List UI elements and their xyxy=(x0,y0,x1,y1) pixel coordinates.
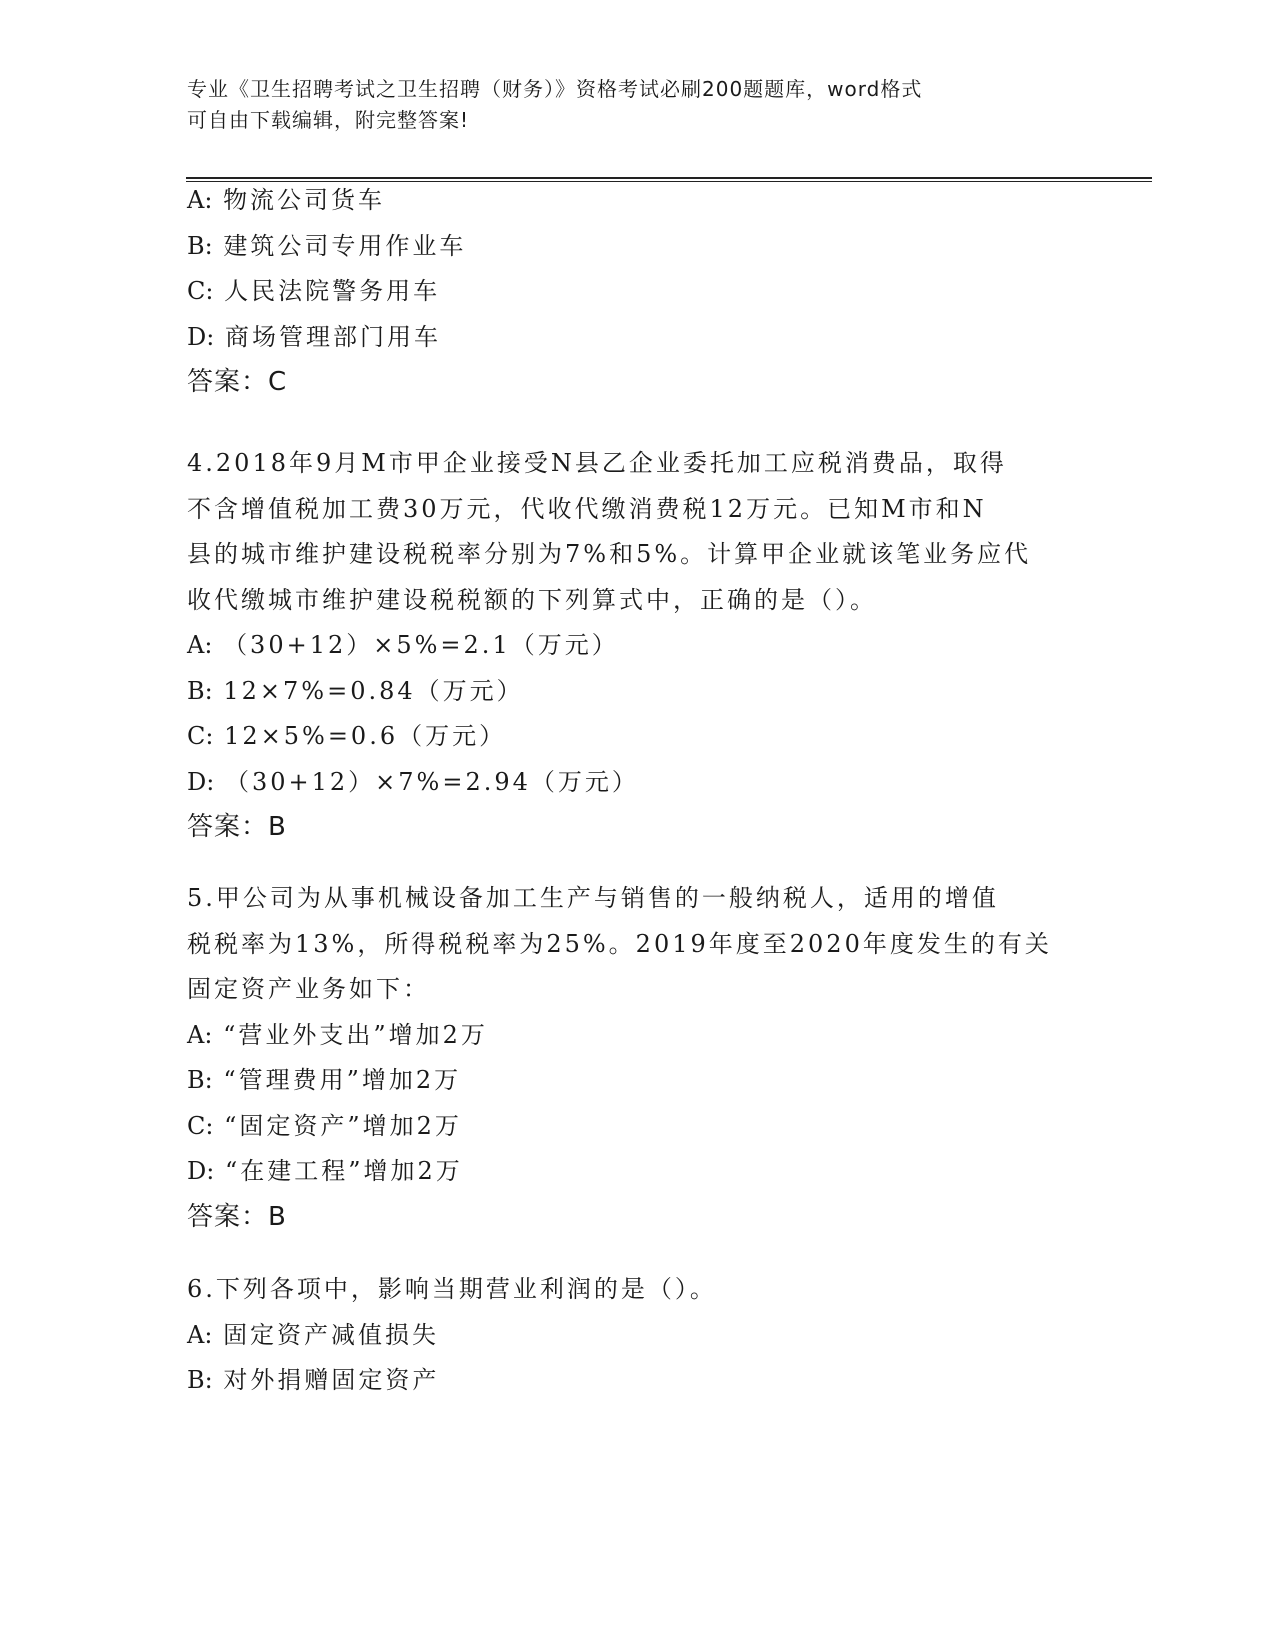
question-text-line: 4.2018年9月M市甲企业接受N县乙企业委托加工应税消费品，取得 xyxy=(187,449,1007,477)
option-d: D: “在建工程”增加2万 xyxy=(187,1157,463,1185)
answer: 答案：B xyxy=(187,1201,287,1232)
option-b: B: 建筑公司专用作业车 xyxy=(187,231,467,260)
option-c: C: 12×5%=0.6（万元） xyxy=(187,722,507,750)
question-text-line: 6.下列各项中，影响当期营业利润的是（）。 xyxy=(187,1275,717,1303)
question-text-line: 税税率为13%，所得税税率为25%。2019年度至2020年度发生的有关 xyxy=(187,929,1052,958)
question-text-line: 5.甲公司为从事机械设备加工生产与销售的一般纳税人，适用的增值 xyxy=(187,884,999,912)
question-text-line: 县的城市维护建设税税率分别为7%和5%。计算甲企业就该笔业务应代 xyxy=(187,540,1032,568)
option-b: B: 12×7%=0.84（万元） xyxy=(187,676,524,705)
option-b: B: “管理费用”增加2万 xyxy=(187,1066,462,1094)
question-4 xyxy=(187,441,1087,851)
answer: 答案：B xyxy=(187,812,287,842)
option-c: C: “固定资产”增加2万 xyxy=(187,1111,462,1140)
question-text-line: 不含增值税加工费30万元，代收代缴消费税12万元。已知M市和N xyxy=(187,494,987,523)
option-a: A: （30+12）×5%=2.1（万元） xyxy=(187,631,619,659)
question-6 xyxy=(187,1267,1087,1404)
page-header xyxy=(187,74,1067,136)
answer: 答案：C xyxy=(187,367,288,397)
option-b: B: 对外捐赠固定资产 xyxy=(187,1366,440,1394)
question-text-line: 固定资产业务如下： xyxy=(187,975,430,1003)
option-c: C: 人民法院警务用车 xyxy=(187,277,441,305)
option-a: A: “营业外支出”增加2万 xyxy=(187,1020,488,1049)
option-d: D: （30+12）×7%=2.94（万元） xyxy=(187,767,639,796)
option-a: A: 固定资产减值损失 xyxy=(187,1320,440,1349)
header-line-1: 专业《卫生招聘考试之卫生招聘（财务）》资格考试必刷200题题库，word格式 xyxy=(187,77,923,101)
option-d: D: 商场管理部门用车 xyxy=(187,322,441,351)
question-5 xyxy=(187,876,1087,1240)
question-text-line: 收代缴城市维护建设税税额的下列算式中，正确的是（）。 xyxy=(187,585,877,614)
header-line-2: 可自由下载编辑，附完整答案! xyxy=(187,108,470,132)
question-3-tail xyxy=(187,178,1087,406)
option-a: A: 物流公司货车 xyxy=(187,186,386,214)
